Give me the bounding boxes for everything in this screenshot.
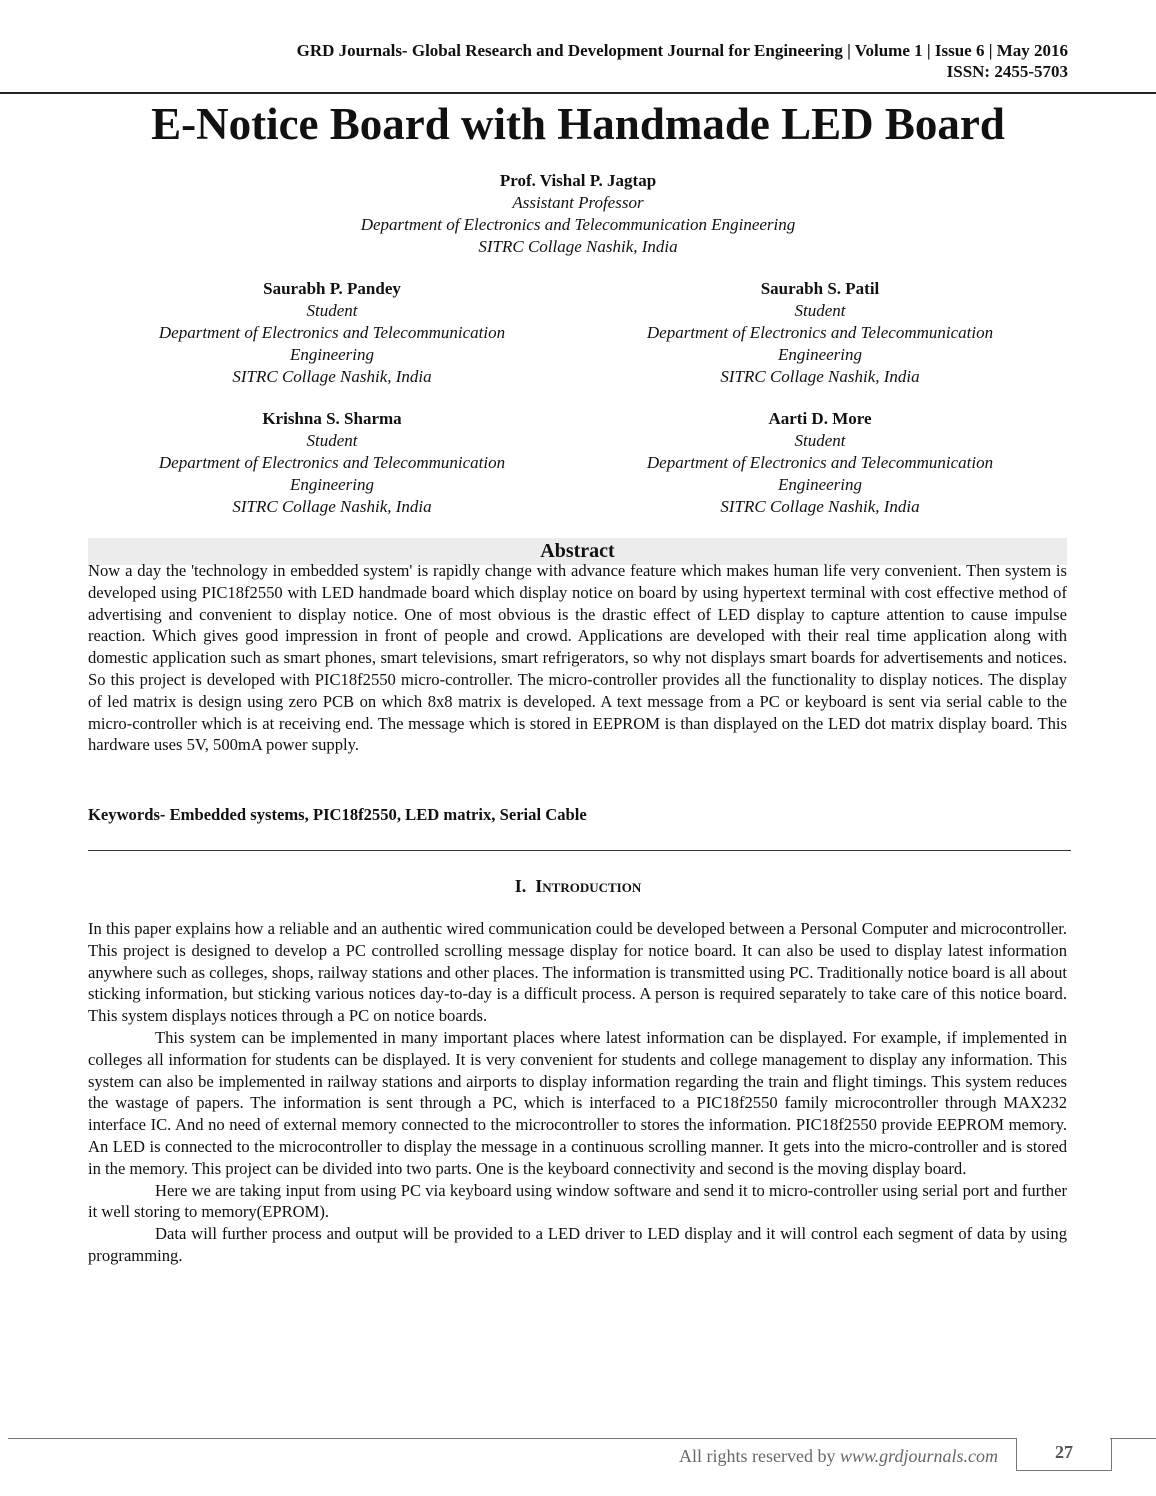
author-block: [92, 278, 572, 388]
section-heading-introduction: [0, 874, 1156, 898]
author-role: Assistant Professor: [512, 193, 644, 212]
footer-divider: [8, 1438, 1016, 1439]
section-divider: [88, 850, 1071, 851]
author-department: Department of Electronics and Telecommunication: [646, 453, 994, 472]
author-role: Student: [306, 431, 358, 450]
paper-title: E-Notice Board with Handmade LED Board: [151, 99, 1005, 149]
author-college: SITRC Collage Nashik, India: [232, 367, 432, 386]
journal-name: GRD Journals- Global Research and Development Journal for Engineering | Volume 1 | Issue 6 | May 2016: [296, 41, 1068, 60]
author-college: SITRC Collage Nashik, India: [478, 237, 678, 256]
abstract-text: Now a day the 'technology in embedded system' is rapidly change with advance feature which makes human life very convenient. Then system is developed using PIC18f2550 with LED handmade board which display notice on board by using hypertext terminal with cost effective method of advertising and convenient to display notice. One of most obvious is the drastic effect of LED display to capture attention to cause impulse reaction. Which gives good impression in front of people and crowd. Applications are developed with their real time application along with domestic application such as smart phones, smart televisions, smart refrigerators, so why not displays smart boards for advertisements and notices. So this project is developed with PIC18f2550 micro-controller. The micro-controller provides all the functionality to display notices. The display of led matrix is design using zero PCB on which 8x8 matrix is developed. A text message from a PC or keyboard is sent via serial cable to the micro-controller which is at receiving end. The message which is stored in EEPROM is than displayed on the LED dot matrix display board. This hardware uses 5V, 500mA power supply.: [88, 561, 1067, 755]
journal-header: [68, 40, 1068, 82]
author-department-cont: Engineering: [777, 475, 863, 494]
author-department: Department of Electronics and Telecommunication: [158, 323, 506, 342]
author-block: [580, 408, 1060, 518]
author-department-cont: Engineering: [289, 475, 375, 494]
author-college: SITRC Collage Nashik, India: [720, 497, 920, 516]
abstract-heading: Abstract: [88, 538, 1067, 565]
introduction-body: [88, 918, 1067, 1267]
page-number: 27: [1016, 1438, 1112, 1471]
issn: ISSN: 2455-5703: [946, 62, 1068, 81]
section-number: I.: [514, 876, 527, 896]
paragraph: In this paper explains how a reliable and an authentic wired communication could be developed between a Personal Computer and microcontroller. This project is designed to develop a PC controlled scrolling message display for notice board. It can also be used to display latest information anywhere such as colleges, shops, railway stations and other places. The information is transmitted using PC. Traditionally notice board is all about sticking information, but sticking various notices day-to-day is a difficult process. A person is required separately to take care of this notice board. This system displays notices through a PC on notice boards.: [88, 919, 1068, 1026]
author-name: Aarti D. More: [768, 409, 872, 428]
author-block: [580, 278, 1060, 388]
author-department: Department of Electronics and Telecommunication: [646, 323, 994, 342]
author-role: Student: [306, 301, 358, 320]
author-role: Student: [794, 431, 846, 450]
author-name: Prof. Vishal P. Jagtap: [499, 171, 657, 190]
paragraph: Data will further process and output will be provided to a LED driver to LED display and it will control each segment of data by using programming.: [88, 1224, 1067, 1265]
author-name: Krishna S. Sharma: [262, 409, 402, 428]
author-name: Saurabh P. Pandey: [263, 279, 401, 298]
author-college: SITRC Collage Nashik, India: [720, 367, 920, 386]
author-department-cont: Engineering: [777, 345, 863, 364]
author-block: [92, 408, 572, 518]
author-role: Student: [794, 301, 846, 320]
journal-website-link[interactable]: www.grdjournals.com: [839, 1446, 998, 1466]
keywords: Keywords- Embedded systems, PIC18f2550, LED matrix, Serial Cable: [88, 805, 587, 824]
paragraph: Here we are taking input from using PC via keyboard using window software and send it to micro-controller using serial port and further it well storing to memory(EPROM).: [88, 1180, 1067, 1222]
author-department-cont: Engineering: [289, 345, 375, 364]
footer-rights: [600, 1444, 998, 1468]
rights-text: All rights reserved by: [679, 1446, 836, 1466]
author-department: Department of Electronics and Telecommunication: [158, 453, 506, 472]
lead-author: [0, 170, 1156, 258]
header-divider: [0, 92, 1156, 94]
author-department: Department of Electronics and Telecommunication Engineering: [360, 215, 796, 234]
paragraph: This system can be implemented in many important places where latest information can be displayed. For example, if implemented in colleges all information for students can be displayed. It is very convenient for students and college management to display any information. This system can also be implemented in railway stations and airports to display information regarding the train and flight timings. This system reduces the wastage of papers. The information is sent through a PC, which is interfaced to a PIC18f2550 family microcontroller through MAX232 interface IC. And no need of external memory connected to the microcontroller to stores the information. PIC18f2550 provide EEPROM memory. An LED is connected to the microcontroller to display the message in a continuous scrolling manner. It gets into the micro-controller and is stored in the memory. This project can be divided into two parts. One is the keyboard connectivity and second is the moving display board.: [88, 1027, 1067, 1178]
footer-divider-tail: [1110, 1438, 1156, 1439]
section-title: Introduction: [535, 876, 642, 896]
author-name: Saurabh S. Patil: [760, 279, 880, 298]
author-college: SITRC Collage Nashik, India: [232, 497, 432, 516]
